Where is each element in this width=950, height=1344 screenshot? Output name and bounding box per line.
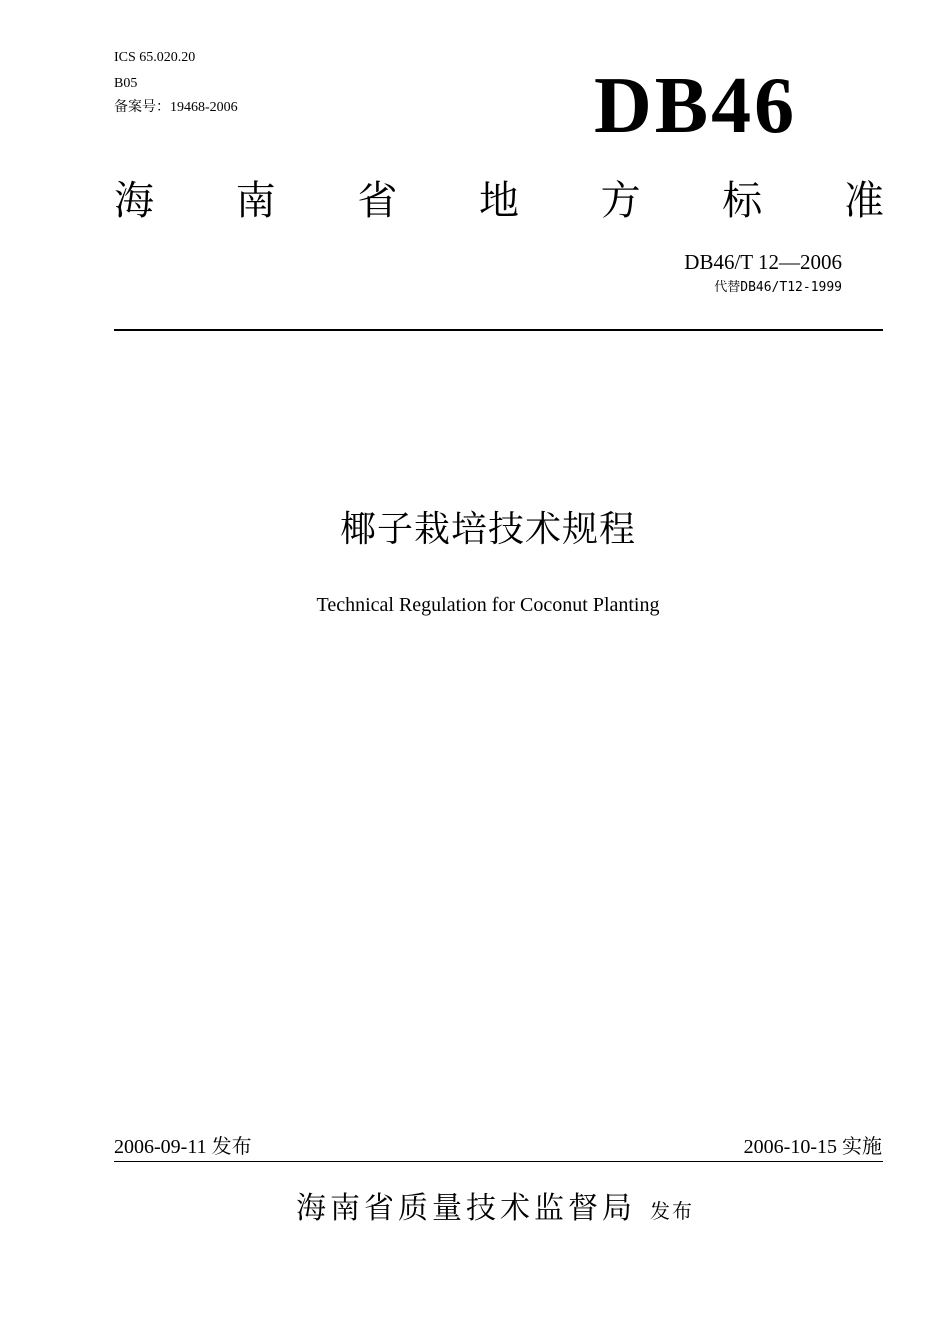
bottom-divider: [114, 1161, 883, 1162]
standard-type-char: 地: [478, 178, 519, 224]
publisher: [0, 1190, 950, 1230]
standard-type-char: 省: [357, 178, 398, 224]
filing-number: 备案号：19468-2006: [114, 100, 238, 115]
standard-number: DB46/T 12—2006: [684, 250, 842, 274]
publisher-suffix: 发布: [650, 1199, 694, 1223]
standard-type-char: 准: [843, 178, 884, 224]
standard-type-char: 南: [235, 178, 276, 224]
replaced-standard: 代替DB46/T12-1999: [714, 280, 842, 295]
standard-type-heading: [114, 176, 884, 226]
title-english: Technical Regulation for Coconut Planting: [316, 594, 660, 616]
title-chinese: 椰子栽培技术规程: [339, 509, 636, 550]
top-divider: [114, 329, 883, 331]
issue-date: 2006-09-11 发布: [114, 1136, 252, 1158]
standard-type-char: 标: [722, 178, 763, 224]
implementation-date: 2006-10-15 实施: [743, 1136, 882, 1158]
standard-logo: DB46: [594, 62, 798, 150]
ics-code: ICS 65.020.20: [114, 50, 196, 65]
standard-type-char: 方: [600, 178, 641, 224]
publisher-name: 海南省质量技术监督局: [296, 1191, 636, 1226]
ccs-code: B05: [114, 76, 138, 91]
standard-type-char: 海: [114, 178, 154, 224]
